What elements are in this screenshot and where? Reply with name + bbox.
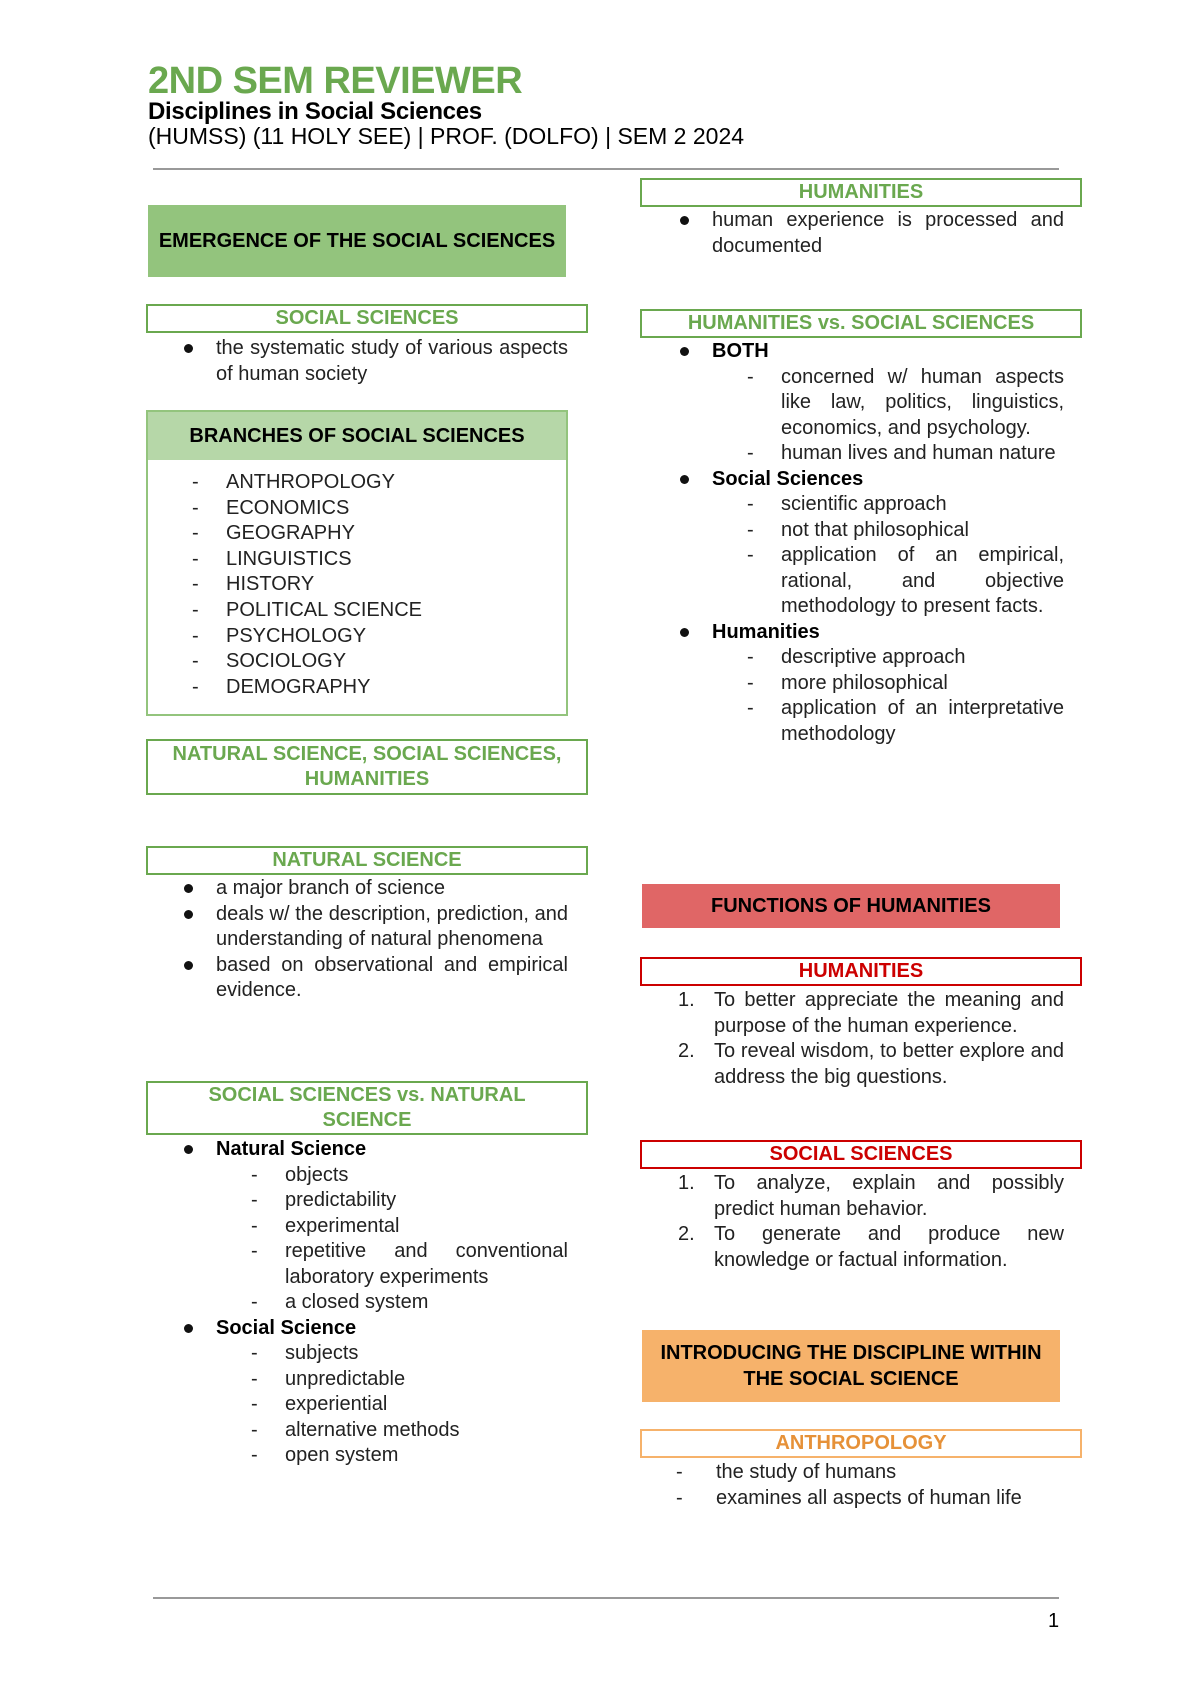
branch-item: - LINGUISTICS bbox=[192, 547, 352, 570]
intro-title: INTRODUCING THE DISCIPLINE WITHIN THE SOCIAL SCIENCE bbox=[642, 1330, 1060, 1402]
page-number: 1 bbox=[1048, 1610, 1060, 1632]
func-hum-item: To better appreciate the meaning and purpose of the human experience. bbox=[714, 989, 1064, 1037]
bullet-icon bbox=[184, 1145, 193, 1154]
social-sciences-def: the systematic study of various aspects of human society bbox=[216, 337, 568, 385]
natural-item: repetitive and conventional laboratory experiments bbox=[285, 1240, 568, 1288]
ss-item: not that philosophical bbox=[781, 518, 969, 541]
footer-divider bbox=[153, 1597, 1059, 1599]
branch-item: - ANTHROPOLOGY bbox=[192, 471, 395, 493]
natural-science-point: based on observational and empirical evidence. bbox=[216, 953, 568, 1001]
hum-item: more philosophical bbox=[781, 671, 948, 694]
bullet-icon bbox=[680, 216, 689, 225]
func-hum-heading: HUMANITIES bbox=[640, 957, 1082, 986]
social-item: experiential bbox=[285, 1393, 388, 1415]
social-sciences-heading: SOCIAL SCIENCES bbox=[146, 304, 588, 333]
func-ss-item: To analyze, explain and possibly predict human behavior. bbox=[714, 1172, 1064, 1220]
social-item: open system bbox=[285, 1444, 399, 1466]
branch-item: - DEMOGRAPHY bbox=[192, 675, 371, 698]
branch-item: - PSYCHOLOGY bbox=[192, 624, 367, 647]
branch-item: - HISTORY bbox=[192, 573, 315, 596]
natural-science-heading: NATURAL SCIENCE bbox=[146, 846, 588, 875]
anthropology-heading: ANTHROPOLOGY bbox=[640, 1429, 1082, 1458]
anthropology-item: examines all aspects of human life bbox=[716, 1486, 1022, 1509]
natural-item: predictability bbox=[285, 1189, 397, 1211]
social-item: unpredictable bbox=[285, 1367, 406, 1390]
page-meta: (HUMSS) (11 HOLY SEE) | PROF. (DOLFO) | SEM 2 2024 bbox=[148, 123, 745, 149]
hum-item: descriptive approach bbox=[781, 646, 966, 668]
natural-science-label: Natural Science bbox=[216, 1138, 367, 1160]
ss-vs-ns-heading: SOCIAL SCIENCES vs. NATURAL SCIENCE bbox=[146, 1081, 588, 1135]
hum-item: application of an interpretative methodology bbox=[781, 697, 1064, 745]
social-sciences-def-list bbox=[178, 336, 568, 387]
branch-item: - SOCIOLOGY bbox=[192, 650, 347, 673]
humanities-def: human experience is processed and documented bbox=[712, 209, 1064, 257]
bullet-icon bbox=[680, 347, 689, 356]
func-hum-item: To reveal wisdom, to better explore and address the big questions. bbox=[714, 1040, 1064, 1088]
social-science-label: Social Science bbox=[216, 1316, 357, 1339]
bullet-icon bbox=[184, 344, 193, 353]
page-subtitle: Disciplines in Social Sciences bbox=[148, 98, 482, 125]
func-ss-list: 1. To analyze, explain and possibly predict human behavior. 2. To generate and produce new knowledge or factual information. bbox=[678, 1171, 1064, 1273]
anthropology-item: the study of humans bbox=[716, 1461, 897, 1483]
emergence-title: EMERGENCE OF THE SOCIAL SCIENCES bbox=[148, 205, 566, 277]
humanities-def-list bbox=[674, 208, 1064, 259]
both-item: concerned w/ human aspects like law, politics, linguistics, economics, and psychology. bbox=[781, 365, 1064, 439]
social-item: alternative methods bbox=[285, 1418, 460, 1441]
branches-list bbox=[148, 460, 566, 700]
ss-item: scientific approach bbox=[781, 493, 947, 515]
bullet-icon bbox=[184, 1324, 193, 1333]
hum-vs-ss-list: BOTH - concerned w/ human aspects like law, politics, linguistics, economics, and psychology. - human lives and human nature Social Sciences - scientific approach - not that philosophical - application of an empirical, rational, and objective methodology to present facts. Humanities - descriptive approach - more philosophical - application of an interpretative methodology bbox=[674, 339, 1064, 747]
bullet-icon bbox=[680, 628, 689, 637]
both-item: human lives and human nature bbox=[781, 442, 1056, 464]
bullet-icon bbox=[680, 475, 689, 484]
branch-item: - POLITICAL SCIENCE bbox=[192, 598, 422, 621]
header-divider bbox=[153, 168, 1059, 170]
social-sciences-label: Social Sciences bbox=[712, 467, 864, 490]
natural-item: a closed system bbox=[285, 1291, 429, 1313]
nat-soc-hum-heading: NATURAL SCIENCE, SOCIAL SCIENCES, HUMANITIES bbox=[146, 739, 588, 795]
func-ss-heading: SOCIAL SCIENCES bbox=[640, 1140, 1082, 1169]
func-ss-item: To generate and produce new knowledge or factual information. bbox=[714, 1223, 1064, 1271]
ss-item: application of an empirical, rational, and objective methodology to present facts. bbox=[781, 544, 1064, 617]
anthropology-list: - the study of humans - examines all aspects of human life bbox=[676, 1460, 1066, 1511]
functions-title: FUNCTIONS OF HUMANITIES bbox=[642, 884, 1060, 928]
ss-vs-ns-list: Natural Science - objects - predictability - experimental - repetitive and conventional laboratory experiments - a closed system Social Science - subjects - unpredictable - experiential - alternative methods - open system bbox=[178, 1137, 568, 1469]
bullet-icon bbox=[184, 884, 193, 893]
branch-item: - ECONOMICS bbox=[192, 496, 350, 519]
natural-item: objects bbox=[285, 1163, 349, 1186]
natural-science-point: a major branch of science bbox=[216, 877, 446, 899]
bullet-icon bbox=[184, 910, 193, 919]
branches-box bbox=[146, 410, 568, 716]
natural-item: experimental bbox=[285, 1214, 400, 1237]
branch-item: - GEOGRAPHY bbox=[192, 522, 355, 545]
both-label: BOTH bbox=[712, 340, 769, 362]
social-item: subjects bbox=[285, 1342, 359, 1364]
branches-title: BRANCHES OF SOCIAL SCIENCES bbox=[148, 412, 566, 460]
natural-science-point: deals w/ the description, prediction, and understanding of natural phenomena bbox=[216, 902, 568, 950]
bullet-icon bbox=[184, 961, 193, 970]
page-title: 2ND SEM REVIEWER bbox=[148, 60, 523, 102]
hum-vs-ss-heading: HUMANITIES vs. SOCIAL SCIENCES bbox=[640, 309, 1082, 338]
humanities-label: Humanities bbox=[712, 620, 820, 643]
natural-science-list bbox=[178, 876, 568, 1004]
humanities-heading: HUMANITIES bbox=[640, 178, 1082, 207]
func-hum-list: 1. To better appreciate the meaning and purpose of the human experience. 2. To reveal wisdom, to better explore and address the big questions. bbox=[678, 988, 1064, 1090]
